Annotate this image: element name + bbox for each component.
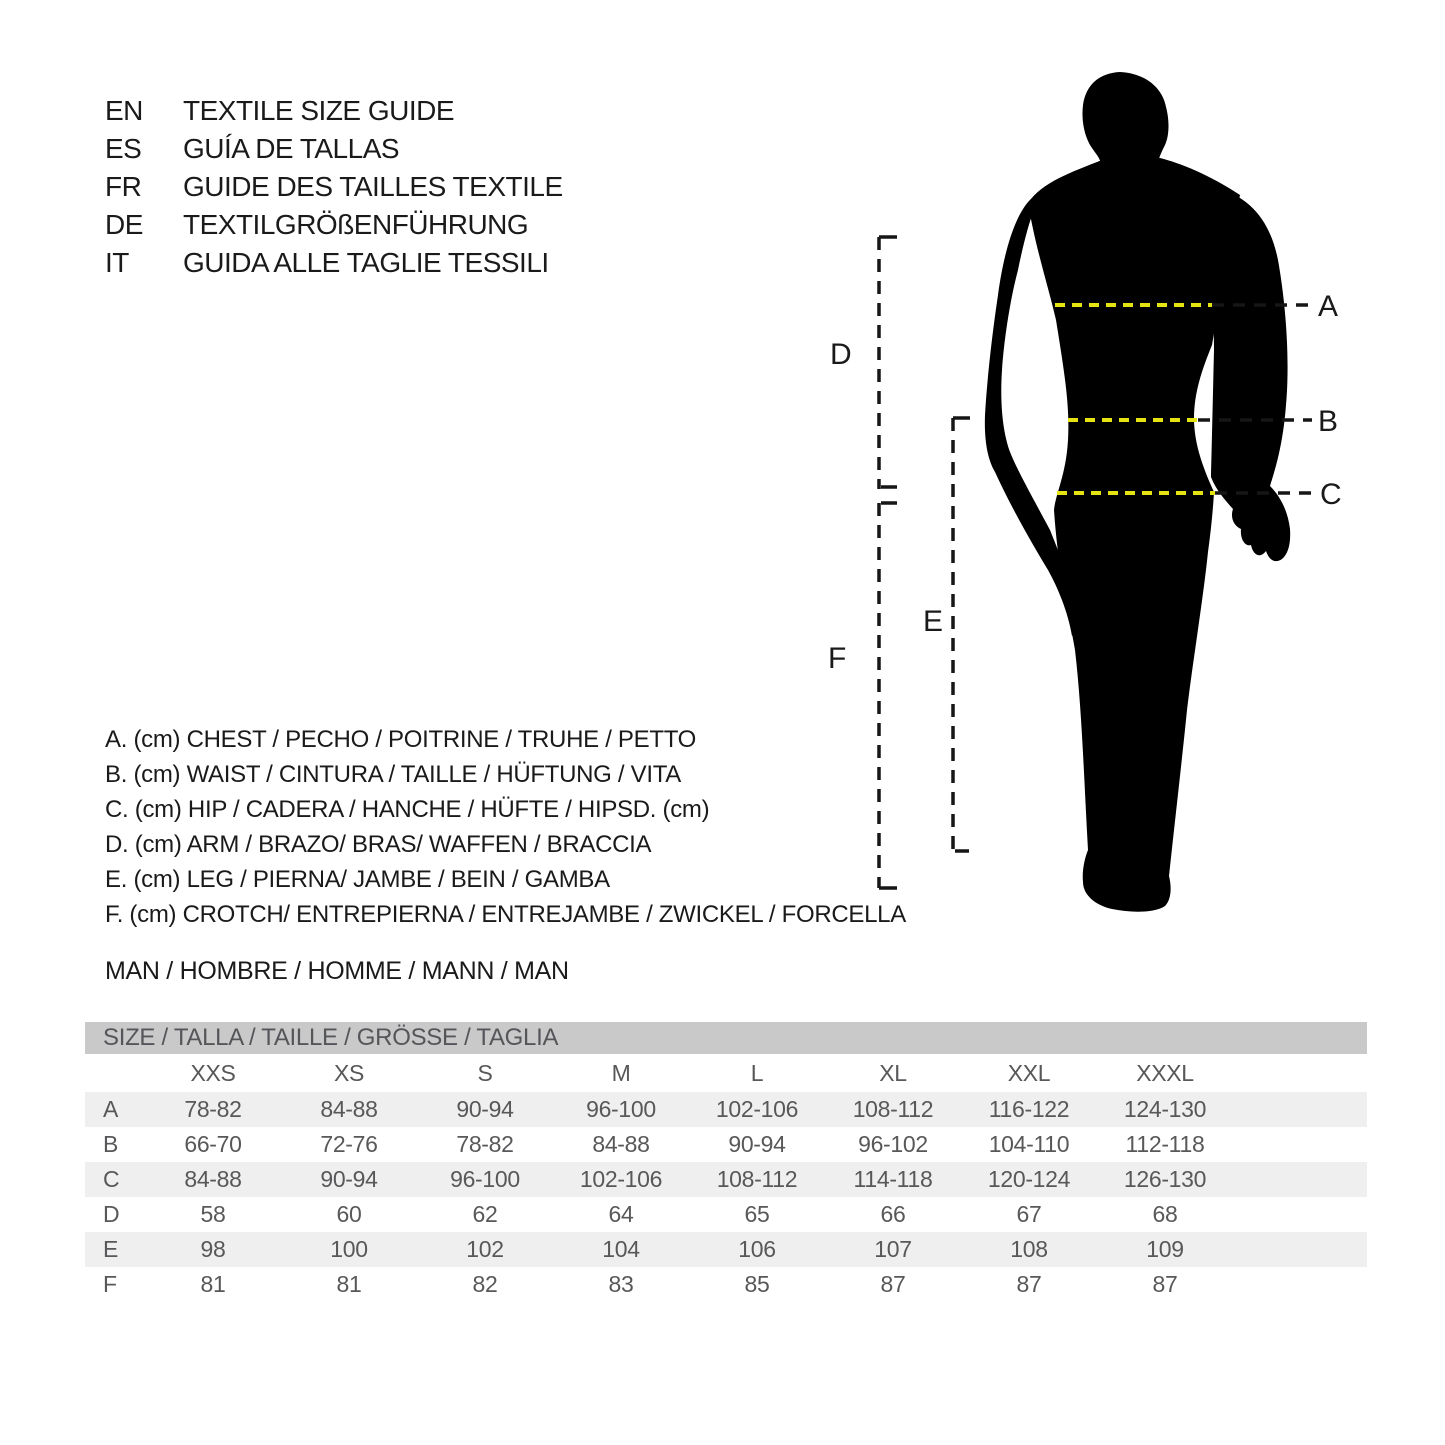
measurement-legend [105,722,906,932]
language-title: TEXTILGRÖßENFÜHRUNG [183,209,529,240]
size-column-header: S [477,1059,493,1086]
row-label: C [103,1166,120,1192]
size-column-header: XXXL [1136,1059,1194,1086]
marker-label-crotch: F [828,642,847,675]
table-cell: 96-102 [858,1131,928,1157]
table-cell: 108 [1010,1236,1048,1262]
table-cell: 116-122 [988,1096,1070,1122]
language-code: IT [105,247,129,278]
row-label: E [103,1236,119,1262]
measurement-legend-item: E. (cm) LEG / PIERNA/ JAMBE / BEIN / GAMBA [105,866,610,893]
table-cell: 78-82 [184,1096,242,1122]
table-cell: 84-88 [592,1131,650,1157]
table-cell: 90-94 [320,1166,378,1192]
language-title: TEXTILE SIZE GUIDE [183,95,455,126]
table-cell: 112-118 [1125,1131,1205,1157]
language-row [105,168,563,206]
table-row [85,1197,1367,1232]
table-cell: 68 [1152,1201,1178,1227]
table-cell: 90-94 [728,1131,786,1157]
table-cell: 124-130 [1123,1096,1207,1122]
marker-label-leg: E [923,605,944,638]
silhouette-torso-legs [1028,158,1240,912]
row-label: A [103,1096,119,1122]
table-row [85,1267,1367,1302]
table-cell: 102 [466,1236,504,1262]
measurement-legend-item: B. (cm) WAIST / CINTURA / TAILLE / HÜFTUNG / VITA [105,761,682,788]
language-code: ES [105,133,142,164]
language-row [105,244,563,282]
marker-label-waist: B [1318,405,1339,438]
table-cell: 120-124 [987,1166,1071,1192]
table-cell: 81 [200,1271,226,1297]
marker-label-hip: C [1320,478,1342,511]
table-cell: 106 [738,1236,776,1262]
table-cell: 87 [880,1271,906,1297]
table-cell: 66-70 [184,1131,242,1157]
table-row [85,1162,1367,1197]
table-cell: 62 [472,1201,498,1227]
table-cell: 98 [200,1236,226,1262]
language-row [105,206,563,244]
table-cell: 102-106 [715,1096,799,1122]
gender-line: MAN / HOMBRE / HOMME / MANN / MAN [105,957,569,985]
table-cell: 108-112 [716,1166,798,1192]
language-title-list [105,92,563,282]
row-label: B [103,1131,119,1157]
table-cell: 85 [744,1271,770,1297]
measurement-legend-item: C. (cm) HIP / CADERA / HANCHE / HÜFTE / HIPSD. (cm) [105,796,710,823]
table-cell: 58 [200,1201,226,1227]
language-title: GUIDA ALLE TAGLIE TESSILI [183,247,549,278]
row-label: D [103,1201,120,1227]
table-cell: 109 [1146,1236,1184,1262]
language-code: DE [105,209,143,240]
language-row [105,92,563,130]
table-cell: 87 [1016,1271,1042,1297]
size-table-header: SIZE / TALLA / TAILLE / GRÖSSE / TAGLIA [85,1022,1367,1054]
table-cell: 72-76 [320,1131,378,1157]
size-column-header: XXL [1007,1059,1051,1086]
table-cell: 78-82 [456,1131,514,1157]
table-cell: 83 [608,1271,634,1297]
table-cell: 104 [602,1236,640,1262]
table-cell: 102-106 [579,1166,663,1192]
table-cell: 100 [330,1236,368,1262]
size-column-header: L [750,1059,764,1086]
table-cell: 82 [472,1271,498,1297]
table-cell: 81 [336,1271,362,1297]
language-title: GUIDE DES TAILLES TEXTILE [183,171,563,202]
table-cell: 67 [1016,1201,1042,1227]
table-cell: 84-88 [320,1096,378,1122]
table-cell: 60 [336,1201,362,1227]
table-cell: 96-100 [450,1166,520,1192]
table-row [85,1092,1367,1127]
language-title: GUÍA DE TALLAS [183,133,400,164]
language-code: EN [105,95,143,126]
size-column-header: XXS [190,1059,236,1086]
language-row [105,130,563,168]
size-column-header: XS [333,1059,365,1086]
table-cell: 107 [874,1236,912,1262]
measurement-legend-item: A. (cm) CHEST / PECHO / POITRINE / TRUHE / PETTO [105,726,697,753]
table-cell: 96-100 [586,1096,656,1122]
size-column-header: M [611,1059,631,1086]
marker-label-chest: A [1318,290,1339,323]
table-cell: 90-94 [456,1096,514,1122]
marker-label-arm: D [830,338,852,371]
table-cell: 84-88 [184,1166,242,1192]
language-code: FR [105,171,142,202]
row-label: F [103,1271,117,1297]
table-cell: 66 [880,1201,906,1227]
table-cell: 114-118 [853,1166,933,1192]
size-table [85,1022,1367,1302]
table-row [85,1232,1367,1267]
size-column-header: XL [879,1059,907,1086]
table-cell: 104-110 [988,1131,1070,1157]
size-table-sizes-row [85,1054,1367,1092]
table-row [85,1127,1367,1162]
measurement-legend-item: D. (cm) ARM / BRAZO/ BRAS/ WAFFEN / BRACCIA [105,831,652,858]
table-cell: 108-112 [852,1096,934,1122]
table-cell: 126-130 [1123,1166,1207,1192]
table-cell: 87 [1152,1271,1178,1297]
table-cell: 65 [744,1201,770,1227]
table-cell: 64 [608,1201,634,1227]
measurement-legend-item: F. (cm) CROTCH/ ENTREPIERNA / ENTREJAMBE / ZWICKEL / FORCELLA [105,901,906,928]
